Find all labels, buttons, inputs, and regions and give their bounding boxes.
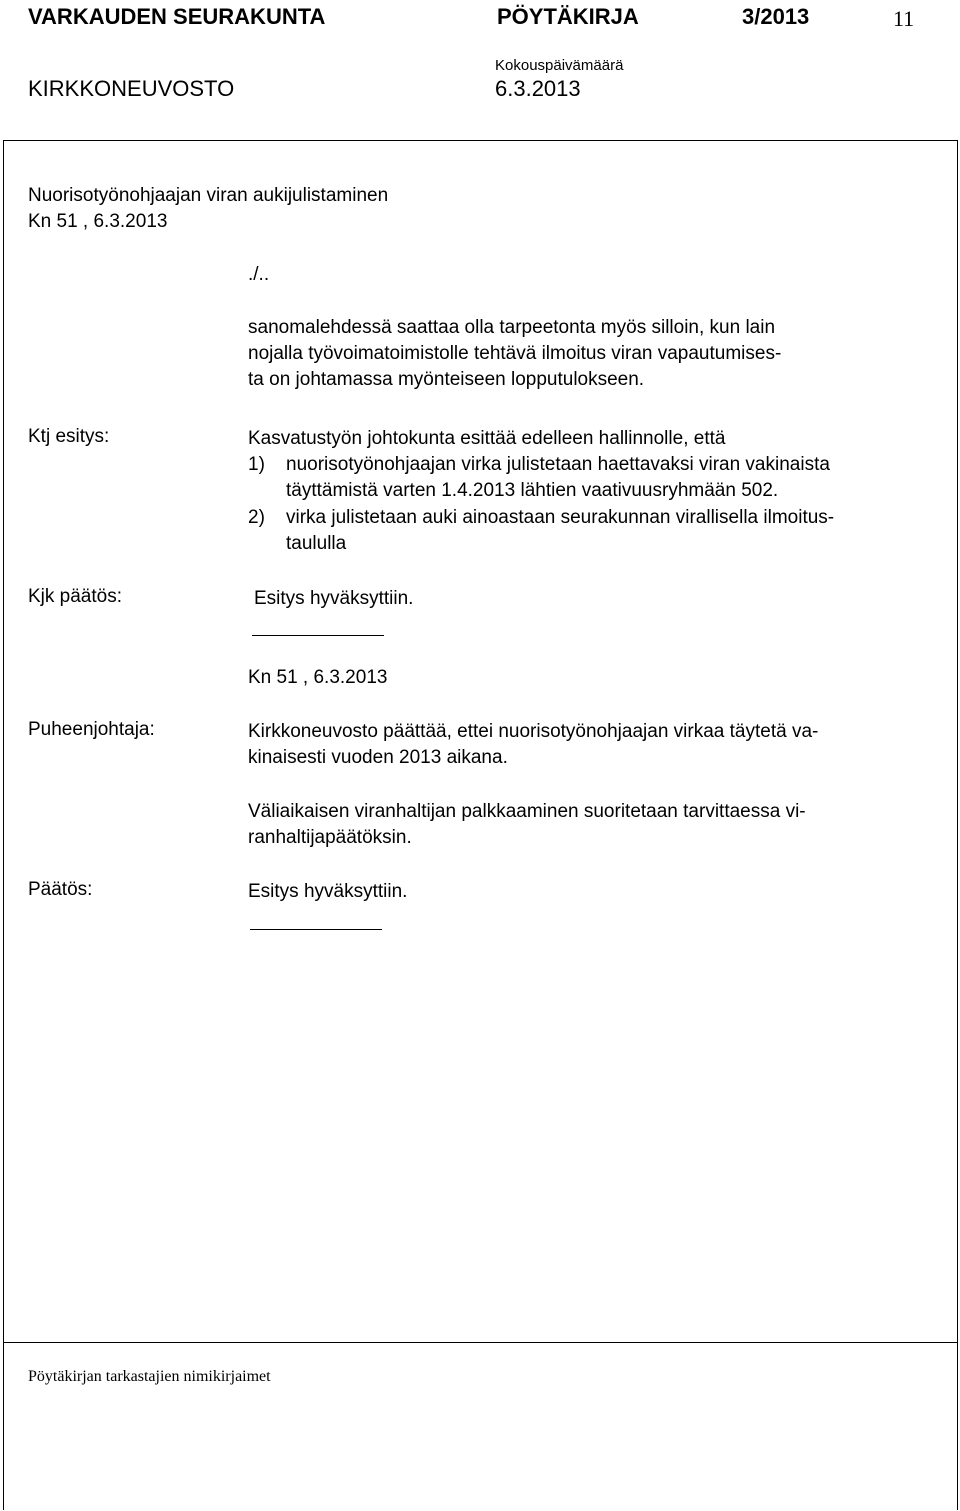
decision-label: Päätös: [28, 879, 93, 900]
kn-decision: Esitys hyväksyttiin. [248, 881, 408, 902]
footer-divider [3, 1342, 958, 1343]
ktj-label: Ktj esitys: [28, 426, 110, 447]
signatures-label: Pöytäkirjan tarkastajien nimikirjaimet [28, 1368, 271, 1385]
separator-line [252, 635, 384, 636]
intro-line: nojalla työvoimatoimistolle tehtävä ilmoitus viran vapautumises- [248, 343, 782, 364]
item-text-line: täyttämistä varten 1.4.2013 lähtien vaativuusryhmään 502. [286, 480, 779, 501]
section-reference: Kn 51 , 6.3.2013 [28, 211, 168, 232]
chair-line: kinaisesti vuoden 2013 aikana. [248, 747, 508, 768]
chair-proposal-2 [248, 799, 806, 851]
item-text-line: nuorisotyönohjaajan virka julistetaan haettavaksi viran vakinaista [286, 454, 830, 475]
chair-line: Kirkkoneuvosto päättää, ettei nuorisotyönohjaajan virkaa täytetä va- [248, 721, 819, 742]
kjk-label: Kjk päätös: [28, 586, 122, 607]
page-number: 11 [893, 6, 915, 31]
body-name: KIRKKONEUVOSTO [28, 76, 235, 101]
continuation-mark: ./.. [248, 264, 270, 285]
intro-line: sanomalehdessä saattaa olla tarpeetonta myös silloin, kun lain [248, 317, 776, 338]
item-number: 2) [248, 507, 265, 528]
separator-line [250, 929, 382, 930]
kn-reference: Kn 51 , 6.3.2013 [248, 667, 388, 688]
chair-line: Väliaikaisen viranhaltijan palkkaaminen suoritetaan tarvittaessa vi- [248, 801, 806, 822]
document-type: PÖYTÄKIRJA [497, 4, 639, 29]
item-text-line: virka julistetaan auki ainoastaan seurakunnan virallisella ilmoitus- [286, 507, 835, 528]
chair-proposal [248, 719, 818, 771]
meeting-date-label: Kokouspäivämäärä [495, 57, 624, 74]
document-number: 3/2013 [742, 4, 810, 29]
item-text-line: taululla [286, 533, 347, 554]
item-number: 1) [248, 454, 265, 475]
ktj-lead: Kasvatustyön johtokunta esittää edelleen hallinnolle, että [248, 428, 726, 449]
organization-name: VARKAUDEN SEURAKUNTA [28, 4, 326, 29]
chair-label: Puheenjohtaja: [28, 719, 155, 740]
section-title: Nuorisotyönohjaajan viran aukijulistaminen [28, 185, 389, 206]
chair-line: ranhaltijapäätöksin. [248, 827, 412, 848]
meeting-date: 6.3.2013 [495, 76, 581, 101]
kjk-decision: Esitys hyväksyttiin. [254, 588, 414, 609]
intro-paragraph [248, 315, 781, 393]
intro-line: ta on johtamassa myönteiseen lopputulokseen. [248, 369, 645, 390]
